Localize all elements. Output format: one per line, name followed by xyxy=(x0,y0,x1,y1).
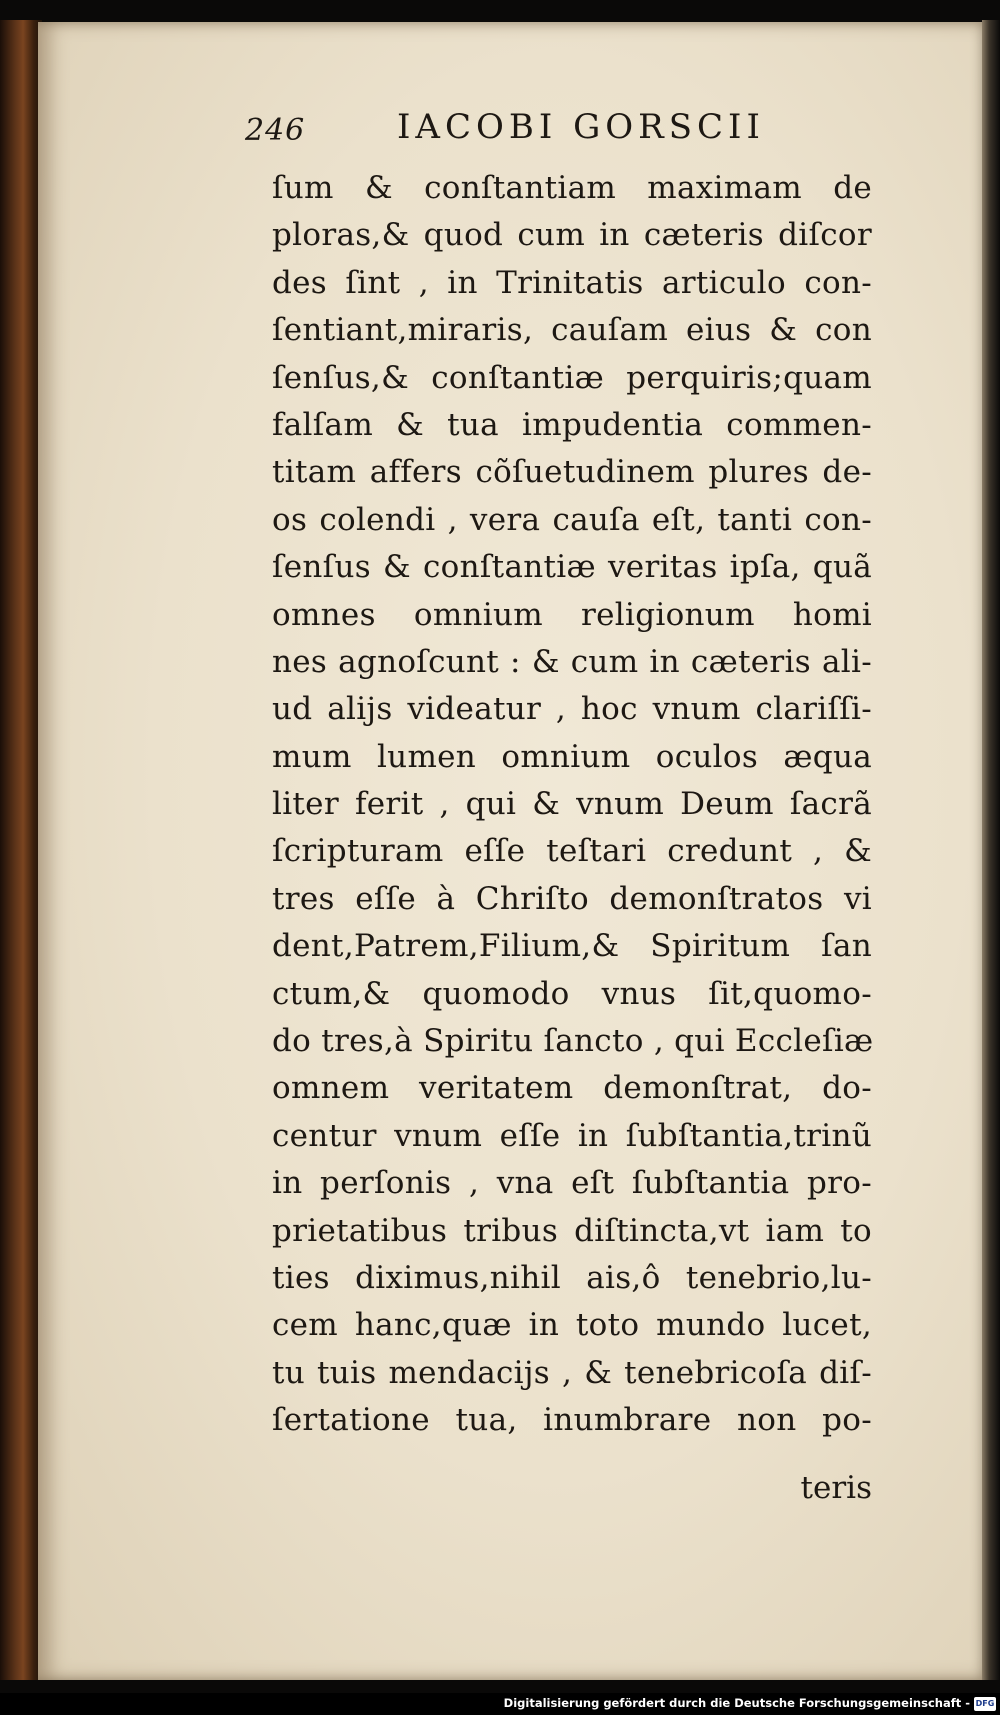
text-line: ties diximus,nihil ais,ô tenebrio,lu- xyxy=(272,1259,872,1296)
digitization-footer xyxy=(0,1693,1000,1715)
text-line: nes agnoſcunt : & cum in cæteris ali- xyxy=(272,643,872,680)
text-line: tu tuis mendacijs , & tenebricoſa diſ- xyxy=(272,1354,872,1391)
text-line: ſcripturam eſſe teſtari credunt , & xyxy=(272,833,872,870)
text-line: ſenſus,& conſtantiæ perquiris;quam xyxy=(272,359,872,396)
catchword: teris xyxy=(800,1470,872,1506)
page-header xyxy=(245,105,865,165)
funding-credit: Digitalisierung gefördert durch die Deutsche Forschungsgemeinschaft - xyxy=(503,1696,970,1710)
text-line: ctum,& quomodo vnus ſit,quomo- xyxy=(272,975,872,1012)
text-line: mum lumen omnium oculos æqua xyxy=(272,738,872,775)
text-line: tres eſſe à Chriſto demonſtratos vi xyxy=(272,880,872,917)
text-line: ploras,& quod cum in cæteris diſcor xyxy=(272,217,872,254)
dfg-logo: DFG xyxy=(974,1697,996,1711)
text-line: omnes omnium religionum homi xyxy=(272,596,872,633)
text-line: omnem veritatem demonſtrat, do- xyxy=(272,1070,872,1107)
running-title: IACOBI GORSCII xyxy=(397,107,765,147)
page-number: 246 xyxy=(245,113,306,148)
text-line: do tres,à Spiritu ſancto , qui Eccleſiæ xyxy=(272,1023,874,1060)
text-line: cem hanc,quæ in toto mundo lucet, xyxy=(272,1307,872,1344)
text-line: in perſonis , vna eſt ſubſtantia pro- xyxy=(272,1165,872,1202)
text-line: ſentiant,miraris, cauſam eius & con xyxy=(272,312,872,349)
text-line: ud alijs videatur , hoc vnum clariſſi- xyxy=(272,691,872,728)
text-line: ſenſus & conſtantiæ veritas ipſa, quã xyxy=(272,549,872,586)
text-line: prietatibus tribus diſtincta,vt iam to xyxy=(272,1212,872,1249)
body-text xyxy=(272,165,872,1445)
text-line: des ſint , in Trinitatis articulo con- xyxy=(272,264,872,301)
text-line: liter ferit , qui & vnum Deum ſacrã xyxy=(272,786,872,823)
text-line: ſertatione tua, inumbrare non po- xyxy=(272,1402,872,1439)
text-line: falſam & tua impudentia commen- xyxy=(272,406,872,443)
page-stack-edge xyxy=(982,20,1000,1680)
text-line: ſum & conſtantiam maximam de xyxy=(272,170,872,206)
text-line: titam affers cõſuetudinem plures de- xyxy=(272,454,872,491)
text-line: dent,Patrem,Filium,& Spiritum ſan xyxy=(272,928,872,965)
text-line: centur vnum eſſe in ſubſtantia,trinũ xyxy=(272,1117,872,1154)
text-line: os colendi , vera cauſa eſt, tanti con- xyxy=(272,501,872,538)
book-binding-edge xyxy=(0,20,42,1680)
